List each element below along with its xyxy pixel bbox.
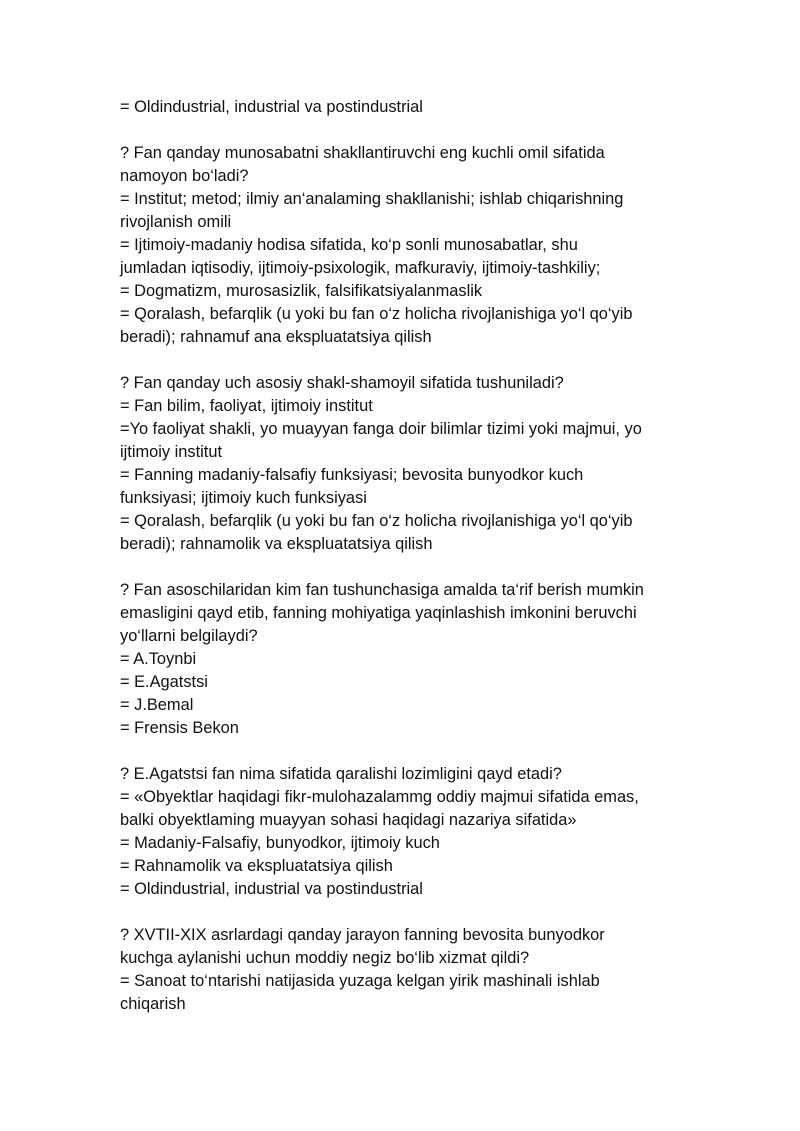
answer-line: = Qoralash, befarqlik (u yoki bu fan o‘z holicha rivojlanishiga yo‘l qo‘yib <box>120 305 633 323</box>
answer-line: = J.Bemal <box>120 696 194 714</box>
text-line: yo‘llarni belgilaydi? <box>120 627 258 645</box>
text-line: beradi); rahnamolik va ekspluatatsiya qilish <box>120 535 433 553</box>
answer-line: = Institut; metod; ilmiy an‘analaming shakllanishi; ishlab chiqarishning <box>120 190 624 208</box>
answer-line: = Fan bilim, faoliyat, ijtimoiy institut <box>120 397 373 415</box>
text-line: namoyon bo‘ladi? <box>120 167 249 185</box>
answer-line: = Qoralash, befarqlik (u yoki bu fan o‘z holicha rivojlanishiga yo‘l qo‘yib <box>120 512 633 530</box>
answer-line: = Frensis Bekon <box>120 719 239 737</box>
answer-line: = Sanoat to‘ntarishi natijasida yuzaga kelgan yirik mashinali ishlab <box>120 972 600 990</box>
text-line: ijtimoiy institut <box>120 443 223 461</box>
answer-line: = A.Toynbi <box>120 650 197 668</box>
text-line: = Oldindustrial, industrial va postindustrial <box>120 98 423 116</box>
blank-line <box>120 349 690 372</box>
blank-line <box>120 901 690 924</box>
answer-line: = Madaniy-Falsafiy, bunyodkor, ijtimoiy kuch <box>120 834 440 852</box>
text-line: funksiyasi; ijtimoiy kuch funksiyasi <box>120 489 367 507</box>
blank-line <box>120 556 690 579</box>
text-line: jumladan iqtisodiy, ijtimoiy-psixologik, mafkuraviy, ijtimoiy-tashkiliy; <box>120 259 601 277</box>
text-line: emasligini qayd etib, fanning mohiyatiga yaqinlashish imkonini beruvchi <box>120 604 637 622</box>
text-line: chiqarish <box>120 995 186 1013</box>
text-line: rivojlanish omili <box>120 213 232 231</box>
answer-line: = Oldindustrial, industrial va postindustrial <box>120 880 423 898</box>
answer-line: = Rahnamolik va ekspluatatsiya qilish <box>120 857 393 875</box>
question-line: ? Fan qanday munosabatni shakllantiruvchi eng kuchli omil sifatida <box>120 144 605 162</box>
question-line: ? XVTII-XIX asrlardagi qanday jarayon fanning bevosita bunyodkor <box>120 926 605 944</box>
text-line: beradi); rahnamuf ana ekspluatatsiya qilish <box>120 328 432 346</box>
answer-line: = E.Agatstsi <box>120 673 208 691</box>
text-line: kuchga aylanishi uchun moddiy negiz bo‘lib xizmat qildi? <box>120 949 530 967</box>
question-line: ? Fan qanday uch asosiy shakl-shamoyil sifatida tushuniladi? <box>120 374 564 392</box>
text-line: balki obyektlaming muayyan sohasi haqidagi nazariya sifatida» <box>120 811 577 829</box>
question-line: ? E.Agatstsi fan nima sifatida qaralishi lozimligini qayd etadi? <box>120 765 562 783</box>
question-line: ? Fan asoschilaridan kim fan tushunchasiga amalda ta‘rif berish mumkin <box>120 581 644 599</box>
answer-line: = Dogmatizm, murosasizlik, falsifikatsiyalanmaslik <box>120 282 483 300</box>
answer-line: = Ijtimoiy-madaniy hodisa sifatida, ko‘p sonli munosabatlar, shu <box>120 236 578 254</box>
answer-line: = «Obyektlar haqidagi fikr-mulohazalammg oddiy majmui sifatida emas, <box>120 788 639 806</box>
answer-line: = Fanning madaniy-falsafiy funksiyasi; bevosita bunyodkor kuch <box>120 466 584 484</box>
blank-line <box>120 119 690 142</box>
blank-line <box>120 740 690 763</box>
answer-line: =Yo faoliyat shakli, yo muayyan fanga doir bilimlar tizimi yoki majmui, yo <box>120 420 642 438</box>
